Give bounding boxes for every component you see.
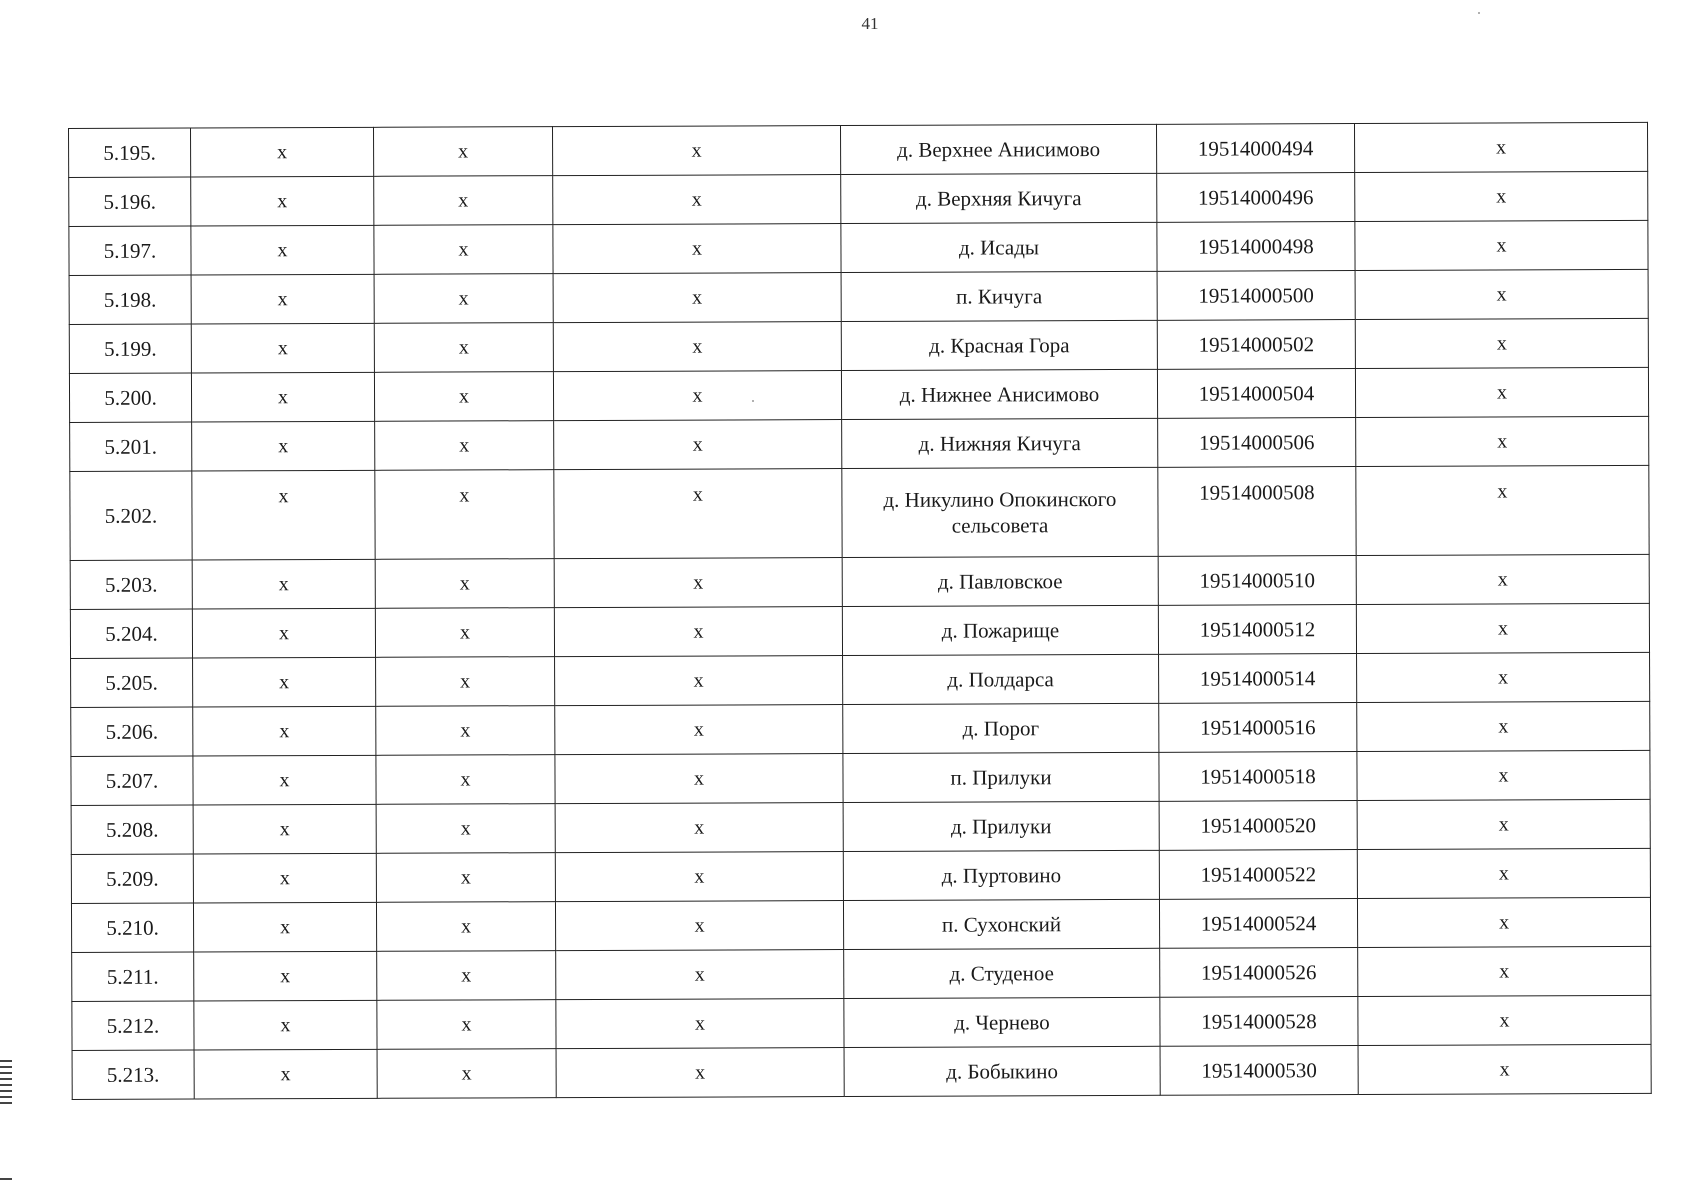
column-3-cell: x (375, 421, 554, 471)
column-2-cell: x (191, 127, 374, 177)
column-4-cell: x (554, 469, 842, 559)
column-3-cell: x (374, 323, 553, 373)
column-2-cell: x (193, 657, 376, 707)
settlement-name-cell: д. Нижняя Кичуга (842, 418, 1158, 468)
table-row (71, 652, 1650, 707)
column-7-cell: x (1356, 465, 1649, 555)
column-7-cell: x (1355, 367, 1648, 417)
row-number-cell: 5.196. (69, 177, 191, 226)
settlement-name-cell: д. Пожарище (842, 605, 1158, 655)
table-row (69, 220, 1648, 275)
row-number-cell: 5.197. (69, 226, 191, 275)
oktmo-code-cell: 19514000504 (1157, 369, 1355, 419)
column-7-cell: x (1355, 220, 1648, 270)
oktmo-code-cell: 19514000512 (1158, 605, 1356, 655)
row-number-cell: 5.199. (69, 324, 191, 373)
scan-speck (1478, 12, 1480, 14)
settlement-name-cell: д. Павловское (842, 556, 1158, 606)
table-row (72, 995, 1651, 1050)
column-2-cell: x (191, 323, 374, 373)
scan-speck (752, 400, 754, 402)
column-3-cell: x (374, 372, 553, 422)
settlement-name-cell: д. Чернево (844, 997, 1160, 1047)
binding-marks (0, 1060, 12, 1104)
column-4-cell: x (553, 371, 841, 421)
settlement-name-cell: д. Исады (841, 222, 1157, 272)
table-row (69, 122, 1648, 177)
column-7-cell: x (1357, 750, 1650, 800)
table-row (71, 750, 1650, 805)
column-7-cell: x (1358, 1044, 1651, 1094)
column-2-cell: x (194, 1000, 377, 1050)
column-3-cell: x (376, 657, 555, 707)
settlement-name-cell: п. Прилуки (843, 752, 1159, 802)
oktmo-code-cell: 19514000528 (1160, 997, 1358, 1047)
settlement-name-cell: д. Красная Гора (841, 320, 1157, 370)
settlement-name-cell: д. Пуртовино (843, 850, 1159, 900)
row-number-cell: 5.195. (69, 128, 191, 177)
column-7-cell: x (1358, 995, 1651, 1045)
column-3-cell: x (376, 902, 555, 952)
row-number-cell: 5.208. (71, 805, 193, 854)
table-row (72, 946, 1651, 1001)
row-number-cell: 5.202. (70, 471, 192, 560)
settlement-name-cell: д. Верхнее Анисимово (840, 124, 1156, 174)
oktmo-code-cell: 19514000510 (1158, 556, 1356, 606)
column-2-cell: x (191, 176, 374, 226)
column-3-cell: x (376, 804, 555, 854)
settlement-name-cell: д. Порог (843, 703, 1159, 753)
column-7-cell: x (1358, 946, 1651, 996)
column-3-cell: x (375, 608, 554, 658)
table-row (71, 701, 1650, 756)
table-row (71, 848, 1650, 903)
column-2-cell: x (191, 274, 374, 324)
column-4-cell: x (556, 1048, 844, 1098)
row-number-cell: 5.209. (71, 854, 193, 903)
column-7-cell: x (1357, 799, 1650, 849)
column-4-cell: x (554, 558, 842, 608)
oktmo-code-cell: 19514000500 (1157, 271, 1355, 321)
column-3-cell: x (377, 1049, 556, 1099)
table-body (69, 122, 1652, 1099)
table-row (69, 171, 1648, 226)
oktmo-code-cell: 19514000496 (1157, 173, 1355, 223)
oktmo-code-cell: 19514000494 (1156, 124, 1354, 174)
column-4-cell: x (553, 175, 841, 225)
column-2-cell: x (192, 608, 375, 658)
column-7-cell: x (1356, 416, 1649, 466)
settlements-table-wrap (68, 122, 1652, 1100)
column-2-cell: x (192, 559, 375, 609)
column-2-cell: x (192, 421, 375, 471)
column-3-cell: x (375, 470, 554, 560)
column-2-cell: x (193, 804, 376, 854)
table-row (69, 367, 1648, 422)
settlement-name-cell: д. Прилуки (843, 801, 1159, 851)
column-4-cell: x (555, 803, 843, 853)
column-2-cell: x (194, 951, 377, 1001)
column-3-cell: x (374, 176, 553, 226)
column-3-cell: x (377, 951, 556, 1001)
column-3-cell: x (376, 853, 555, 903)
column-2-cell: x (193, 853, 376, 903)
column-3-cell: x (376, 706, 555, 756)
column-2-cell: x (193, 755, 376, 805)
column-7-cell: x (1354, 122, 1647, 172)
column-4-cell: x (553, 273, 841, 323)
column-7-cell: x (1357, 897, 1650, 947)
column-7-cell: x (1357, 848, 1650, 898)
column-4-cell: x (554, 420, 842, 470)
column-2-cell: x (191, 225, 374, 275)
row-number-cell: 5.203. (70, 560, 192, 609)
row-number-cell: 5.212. (72, 1001, 194, 1050)
oktmo-code-cell: 19514000524 (1159, 899, 1357, 949)
settlement-name-cell: д. Бобыкино (844, 1046, 1160, 1096)
settlement-name-cell: д. Нижнее Анисимово (841, 369, 1157, 419)
column-2-cell: x (194, 1049, 377, 1099)
column-7-cell: x (1356, 603, 1649, 653)
table-row (70, 416, 1649, 471)
column-3-cell: x (375, 559, 554, 609)
column-4-cell: x (556, 950, 844, 1000)
row-number-cell: 5.213. (72, 1050, 194, 1099)
column-4-cell: x (555, 705, 843, 755)
column-4-cell: x (552, 126, 840, 176)
settlement-name-cell: п. Сухонский (843, 899, 1159, 949)
column-7-cell: x (1355, 171, 1648, 221)
oktmo-code-cell: 19514000502 (1157, 320, 1355, 370)
column-3-cell: x (377, 1000, 556, 1050)
column-2-cell: x (193, 706, 376, 756)
settlement-name-cell: д. Верхняя Кичуга (841, 173, 1157, 223)
column-4-cell: x (555, 656, 843, 706)
row-number-cell: 5.207. (71, 756, 193, 805)
row-number-cell: 5.211. (72, 952, 194, 1001)
oktmo-code-cell: 19514000522 (1159, 850, 1357, 900)
table-row (69, 318, 1648, 373)
table-row (70, 603, 1649, 658)
column-7-cell: x (1357, 652, 1650, 702)
settlement-name-cell: д. Никулино Опокинского сельсовета (842, 467, 1158, 557)
column-4-cell: x (555, 901, 843, 951)
row-number-cell: 5.198. (69, 275, 191, 324)
column-4-cell: x (555, 852, 843, 902)
table-row (71, 799, 1650, 854)
column-4-cell: x (556, 999, 844, 1049)
table-row (69, 269, 1648, 324)
column-4-cell: x (553, 224, 841, 274)
column-4-cell: x (555, 754, 843, 804)
table-row (70, 554, 1649, 609)
table-row (72, 1044, 1651, 1099)
settlement-name-cell: п. Кичуга (841, 271, 1157, 321)
column-7-cell: x (1356, 554, 1649, 604)
column-4-cell: x (554, 607, 842, 657)
column-7-cell: x (1357, 701, 1650, 751)
row-number-cell: 5.206. (71, 707, 193, 756)
oktmo-code-cell: 19514000520 (1159, 801, 1357, 851)
settlement-name-cell: д. Студеное (844, 948, 1160, 998)
column-4-cell: x (553, 322, 841, 372)
oktmo-code-cell: 19514000506 (1158, 418, 1356, 468)
column-3-cell: x (374, 225, 553, 275)
settlements-table (68, 122, 1652, 1100)
table-row (70, 465, 1649, 560)
column-2-cell: x (193, 902, 376, 952)
oktmo-code-cell: 19514000516 (1159, 703, 1357, 753)
oktmo-code-cell: 19514000530 (1160, 1046, 1358, 1096)
oktmo-code-cell: 19514000508 (1158, 467, 1356, 557)
row-number-cell: 5.204. (70, 609, 192, 658)
table-row (71, 897, 1650, 952)
column-3-cell: x (374, 274, 553, 324)
column-2-cell: x (191, 372, 374, 422)
page-number: 41 (861, 14, 879, 33)
column-3-cell: x (373, 127, 552, 177)
column-2-cell: x (192, 470, 375, 560)
column-7-cell: x (1355, 318, 1648, 368)
row-number-cell: 5.210. (71, 903, 193, 952)
margin-line (0, 1178, 12, 1180)
oktmo-code-cell: 19514000514 (1159, 654, 1357, 704)
settlement-name-cell: д. Полдарса (843, 654, 1159, 704)
oktmo-code-cell: 19514000526 (1160, 948, 1358, 998)
oktmo-code-cell: 19514000518 (1159, 752, 1357, 802)
column-7-cell: x (1355, 269, 1648, 319)
row-number-cell: 5.205. (71, 658, 193, 707)
oktmo-code-cell: 19514000498 (1157, 222, 1355, 272)
row-number-cell: 5.200. (69, 373, 191, 422)
row-number-cell: 5.201. (70, 422, 192, 471)
column-3-cell: x (376, 755, 555, 805)
